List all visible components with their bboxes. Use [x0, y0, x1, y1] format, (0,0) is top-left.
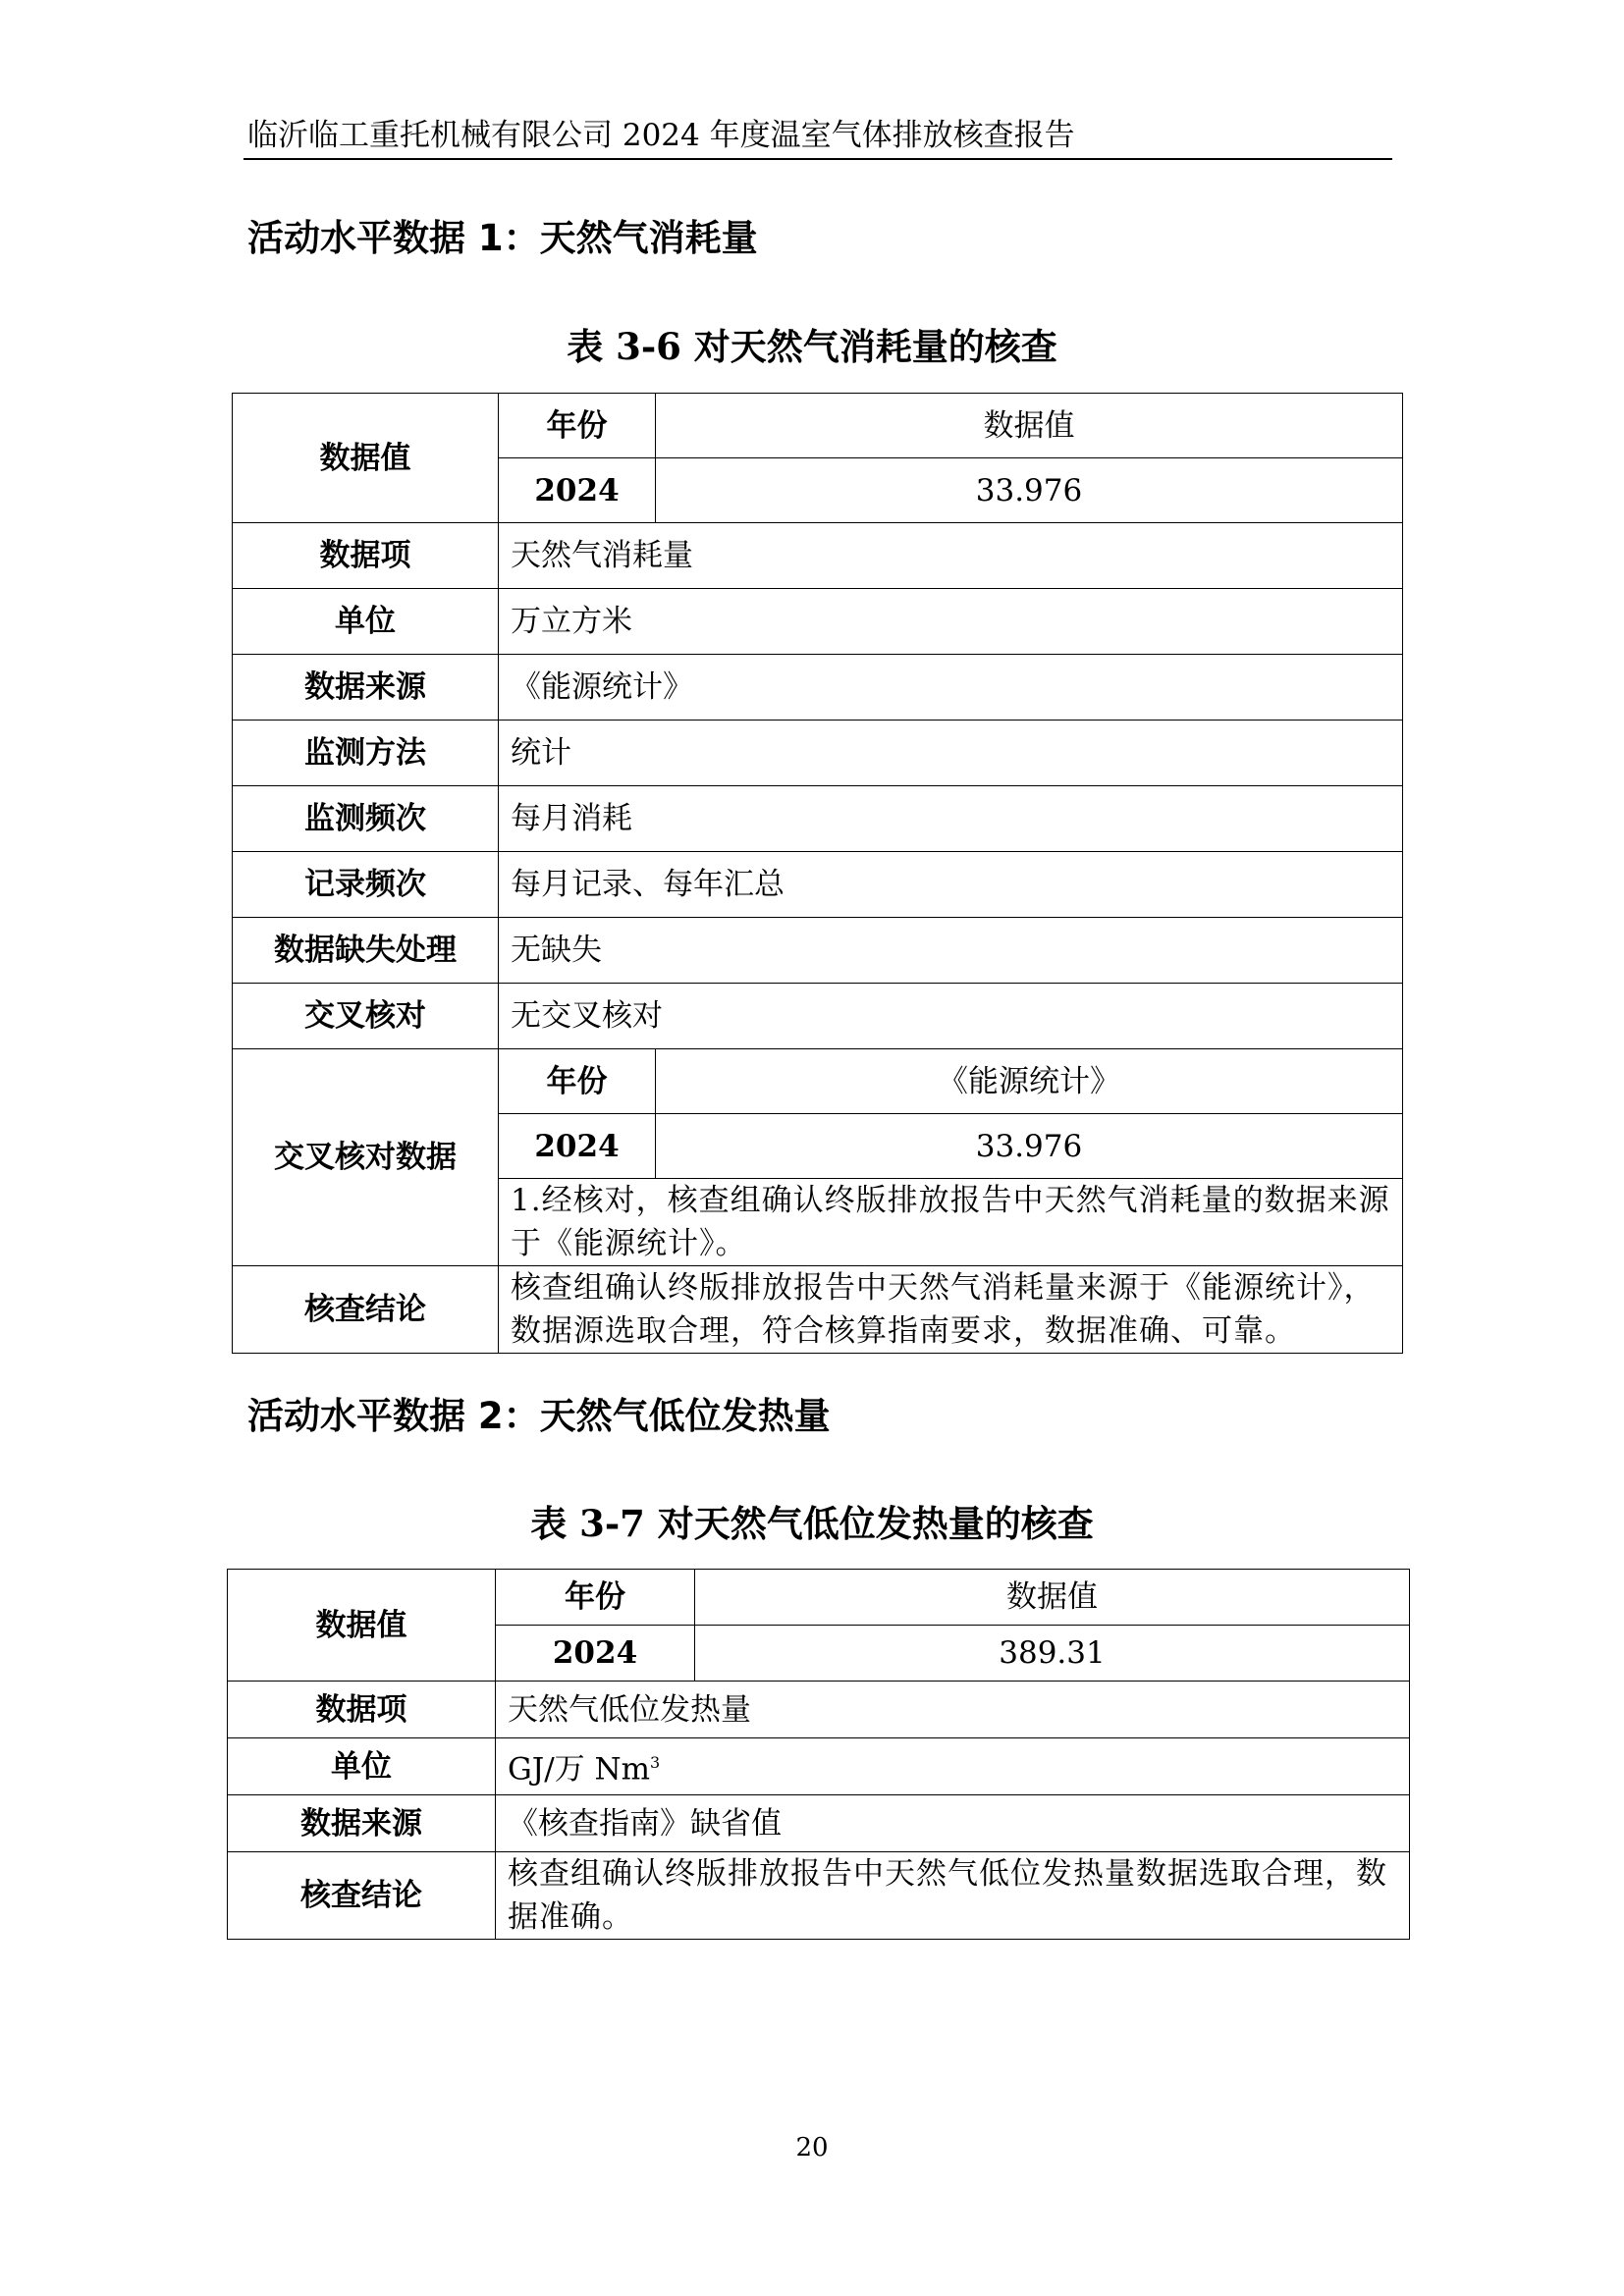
missing-label: 数据缺失处理: [233, 918, 499, 984]
table-3-6: [232, 393, 1403, 1354]
unit-value: 万立方米: [499, 589, 1403, 655]
page-number: 20: [795, 2133, 829, 2163]
cross-check-label: 交叉核对: [233, 984, 499, 1049]
header-divider: [244, 158, 1392, 160]
source-label: 数据来源: [233, 655, 499, 721]
source-value: 《能源统计》: [499, 655, 1403, 721]
unit-label: 单位: [228, 1738, 496, 1795]
cross-check-value: 无交叉核对: [499, 984, 1403, 1049]
source-label: 数据来源: [228, 1795, 496, 1852]
record-value: 每月记录、每年汇总: [499, 852, 1403, 918]
value-header: 数据值: [656, 394, 1403, 458]
table-3-7: [227, 1569, 1410, 1940]
record-label: 记录频次: [233, 852, 499, 918]
frequency-value: 每月消耗: [499, 786, 1403, 852]
item-value: 天然气低位发热量: [496, 1682, 1410, 1738]
year-header: 年份: [499, 394, 656, 458]
item-label: 数据项: [228, 1682, 496, 1738]
value-cell: 33.976: [656, 458, 1403, 523]
conclusion-value: 核查组确认终版排放报告中天然气低位发热量数据选取合理，数据准确。: [496, 1852, 1410, 1940]
missing-value: 无缺失: [499, 918, 1403, 984]
item-label: 数据项: [233, 523, 499, 589]
year-cell: 2024: [496, 1626, 695, 1682]
conclusion-label: 核查结论: [228, 1852, 496, 1940]
data-value-label: 数据值: [233, 394, 499, 523]
cross-source-header: 《能源统计》: [656, 1049, 1403, 1114]
source-value: 《核查指南》缺省值: [496, 1795, 1410, 1852]
cross-year-cell: 2024: [499, 1114, 656, 1179]
method-value: 统计: [499, 721, 1403, 786]
unit-superscript: 3: [650, 1753, 661, 1773]
section1-heading: 活动水平数据 1：天然气消耗量: [247, 217, 758, 259]
conclusion-label: 核查结论: [233, 1266, 499, 1354]
value-header: 数据值: [695, 1570, 1410, 1626]
table-3-7-caption: 表 3-7 对天然气低位发热量的核查: [530, 1502, 1094, 1545]
method-label: 监测方法: [233, 721, 499, 786]
value-cell: 389.31: [695, 1626, 1410, 1682]
unit-label: 单位: [233, 589, 499, 655]
conclusion-value: 核查组确认终版排放报告中天然气消耗量来源于《能源统计》，数据源选取合理，符合核算指南要求，数据准确、可靠。: [499, 1266, 1403, 1354]
cross-value-cell: 33.976: [656, 1114, 1403, 1179]
year-header: 年份: [496, 1570, 695, 1626]
cross-check-note: 1.经核对，核查组确认终版排放报告中天然气消耗量的数据来源于《能源统计》。: [499, 1179, 1403, 1266]
frequency-label: 监测频次: [233, 786, 499, 852]
cross-check-data-label: 交叉核对数据: [233, 1049, 499, 1266]
unit-value: GJ/万 Nm: [508, 1751, 651, 1788]
data-value-label: 数据值: [228, 1570, 496, 1682]
unit-value-cell: [496, 1738, 1410, 1795]
cross-year-header: 年份: [499, 1049, 656, 1114]
year-cell: 2024: [499, 458, 656, 523]
table-3-6-caption: 表 3-6 对天然气消耗量的核查: [567, 325, 1057, 368]
item-value: 天然气消耗量: [499, 523, 1403, 589]
report-header-title: 临沂临工重托机械有限公司 2024 年度温室气体排放核查报告: [247, 118, 1075, 153]
section2-heading: 活动水平数据 2：天然气低位发热量: [247, 1395, 831, 1437]
